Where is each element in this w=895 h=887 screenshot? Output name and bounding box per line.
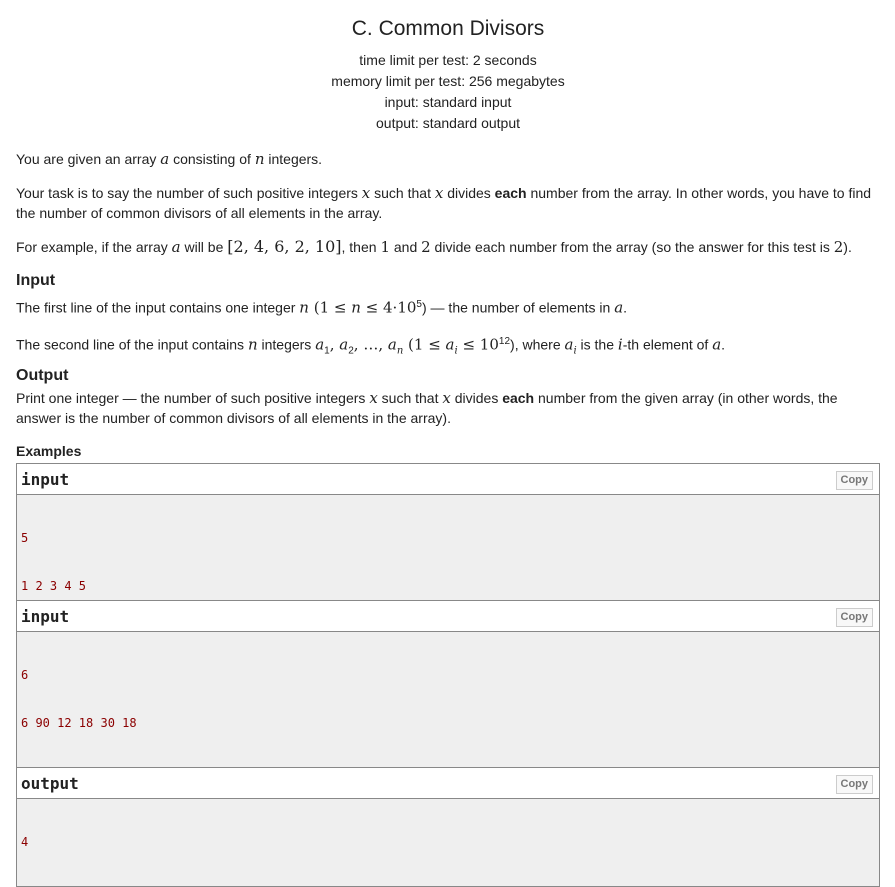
input-heading: Input xyxy=(16,272,56,289)
example-1-input-header xyxy=(17,464,879,495)
copy-button[interactable]: Copy xyxy=(836,471,874,490)
time-limit: time limit per test: 2 seconds xyxy=(359,52,537,68)
statement-paragraph-3: For example, if the array a will be [2, 4, 6, 2, 10], then 1 and 2 divide each number from the array (so the answer for this test is 2). xyxy=(16,237,852,256)
input-line: 6 xyxy=(21,668,29,682)
input-label: input xyxy=(21,607,70,626)
example-2-input-header xyxy=(17,601,879,632)
output-label: output xyxy=(21,774,79,793)
example-2-input[interactable] xyxy=(17,632,879,768)
input-spec: input: standard input xyxy=(384,94,512,110)
statement-paragraph-1: You are given an array a consisting of n integers. xyxy=(16,150,323,168)
input-line: 5 xyxy=(21,531,29,545)
problem-header xyxy=(16,17,880,134)
example-2 xyxy=(16,600,880,887)
output-description: Print one integer — the number of such positive integers x such that x divides each number from the given array (in other words, the answer is the number of common divisors of all elements in the array). xyxy=(16,389,838,426)
problem-title: C. Common Divisors xyxy=(351,17,545,40)
input-label: input xyxy=(21,470,70,489)
example-2-output[interactable] xyxy=(17,799,879,886)
memory-limit: memory limit per test: 256 megabytes xyxy=(331,73,565,89)
example-2-output-header xyxy=(17,768,879,799)
copy-button[interactable]: Copy xyxy=(836,775,874,794)
input-line-2: The second line of the input contains n integers $a_1$, $a_2$, …, $a_n$ $(1 \le a_i \le 10^{12})$, where $a_i$ is the i-th element of a. xyxy=(16,335,726,357)
copy-button[interactable]: Copy xyxy=(836,608,874,627)
problem-page xyxy=(16,0,880,849)
output-spec: output: standard output xyxy=(376,115,520,131)
input-line: 1 2 3 4 5 xyxy=(21,579,87,593)
input-line: 6 90 12 18 30 18 xyxy=(21,716,137,730)
statement-paragraph-2: Your task is to say the number of such positive integers x such that x divides each number from the array. In other words, you have to find the number of common divisors of all elements in the array. xyxy=(16,184,872,221)
examples-heading: Examples xyxy=(16,443,82,459)
output-line: 4 xyxy=(21,835,29,849)
input-line-1: The first line of the input contains one integer n $(1 \le n \le 4\cdot 10^5)$ — the number of elements in a. xyxy=(16,298,628,317)
output-heading: Output xyxy=(16,367,69,384)
